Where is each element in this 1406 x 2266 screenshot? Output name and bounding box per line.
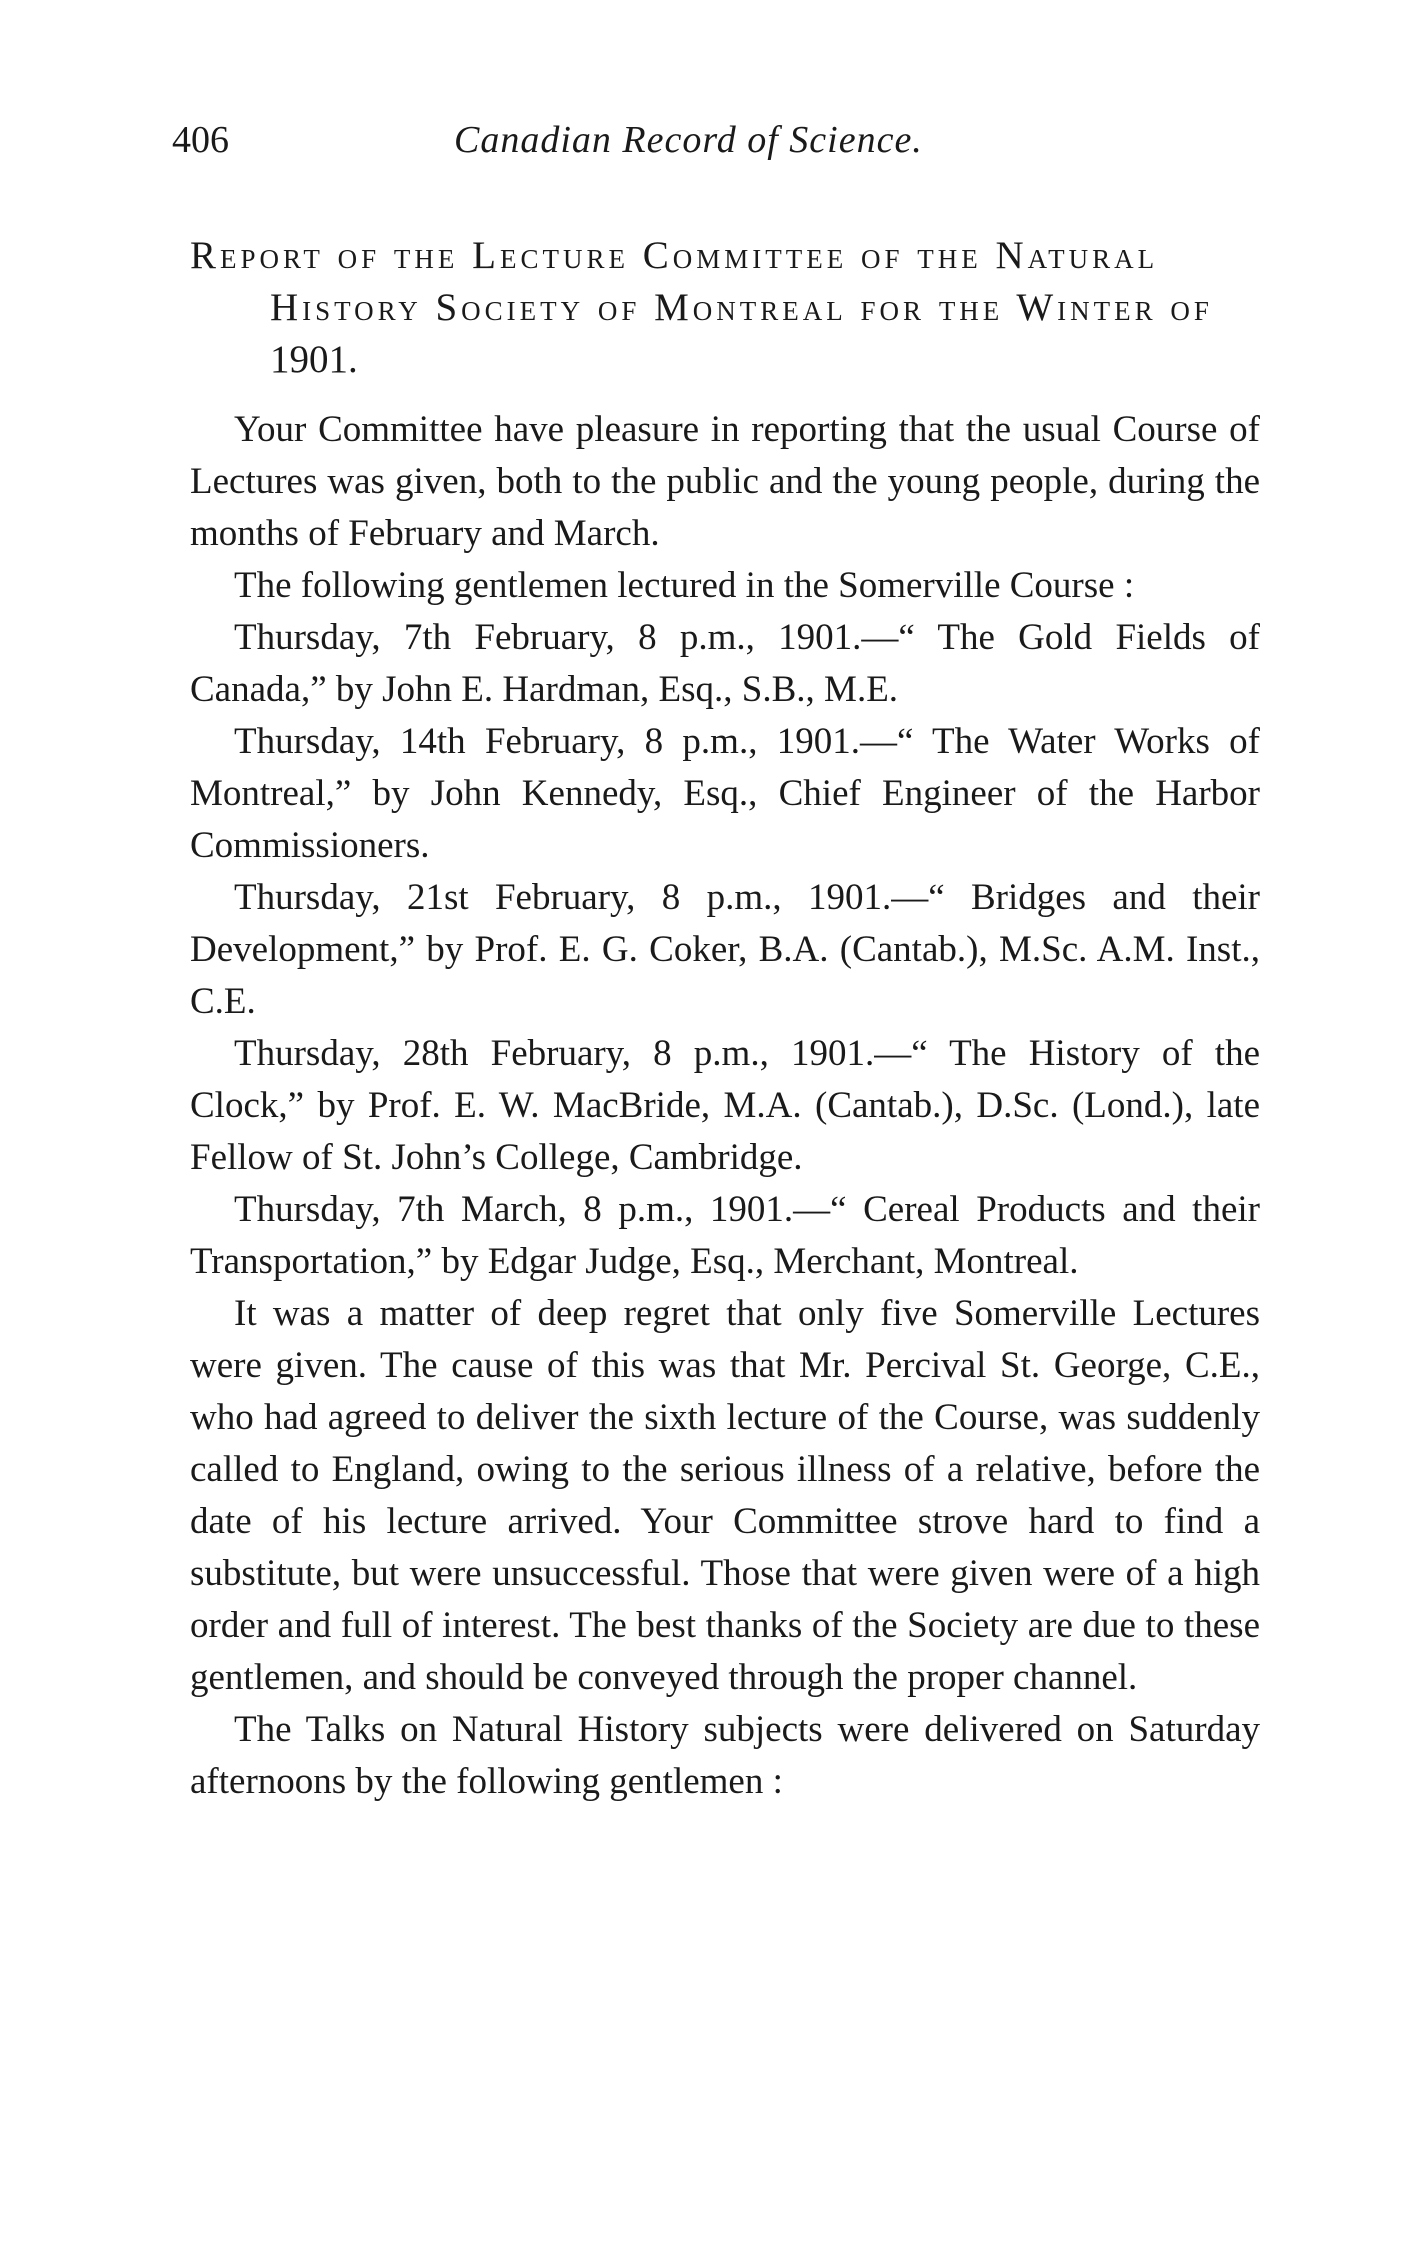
- paragraph-lecturers-intro: The following gentlemen lectured in the Somerville Course :: [234, 565, 1135, 606]
- paragraph-lecture-2: Thursday, 14th February, 8 p.m., 1901.—“ The Water Works of Montreal,” by John Kennedy, Esq., Chief Engineer of the Harbor Commissioners.: [190, 721, 1260, 866]
- report-heading: [190, 230, 1260, 386]
- paragraph-talks: The Talks on Natural History subjects were delivered on Saturday afternoons by the following gentlemen :: [190, 1709, 1260, 1802]
- article-body: [190, 230, 1260, 1808]
- report-heading-title: Report of the Lecture Committee of the Natural History Society of Montreal for the Winter of: [190, 234, 1213, 329]
- paragraph-regret: It was a matter of deep regret that only five Somerville Lectures were given. The cause of this was that Mr. Percival St. George, C.E., who had agreed to deliver the sixth lecture of the Course, was suddenly called to England, owing to the serious illness of a relative, before the date of his lecture arrived. Your Committee strove hard to find a substitute, but were unsuccessful. Those that were given were of a high order and full of interest. The best thanks of the Society are due to these gentlemen, and should be conveyed through the proper channel.: [190, 1293, 1260, 1698]
- paragraph-lecture-1: Thursday, 7th February, 8 p.m., 1901.—“ The Gold Fields of Canada,” by John E. Hardman, Esq., S.B., M.E.: [190, 617, 1260, 710]
- paragraph-lecture-3: Thursday, 21st February, 8 p.m., 1901.—“ Bridges and their Development,” by Prof. E. G. Coker, B.A. (Cantab.), M.Sc. A.M. Inst., C.E.: [190, 877, 1260, 1022]
- paragraph-lecture-4: Thursday, 28th February, 8 p.m., 1901.—“ The History of the Clock,” by Prof. E. W. MacBride, M.A. (Cantab.), D.Sc. (Lond.), late Fellow of St. John’s College, Cambridge.: [190, 1033, 1260, 1178]
- report-heading-year: 1901.: [270, 338, 358, 381]
- journal-title: Canadian Record of Science.: [454, 119, 923, 161]
- running-head: [172, 118, 1262, 178]
- paragraph-lecture-5: Thursday, 7th March, 8 p.m., 1901.—“ Cereal Products and their Transportation,” by Edgar Judge, Esq., Merchant, Montreal.: [190, 1189, 1260, 1282]
- paragraph-introduction: Your Committee have pleasure in reporting that the usual Course of Lectures was given, both to the public and the young people, during the months of February and March.: [190, 409, 1260, 554]
- page-number: 406: [172, 119, 229, 161]
